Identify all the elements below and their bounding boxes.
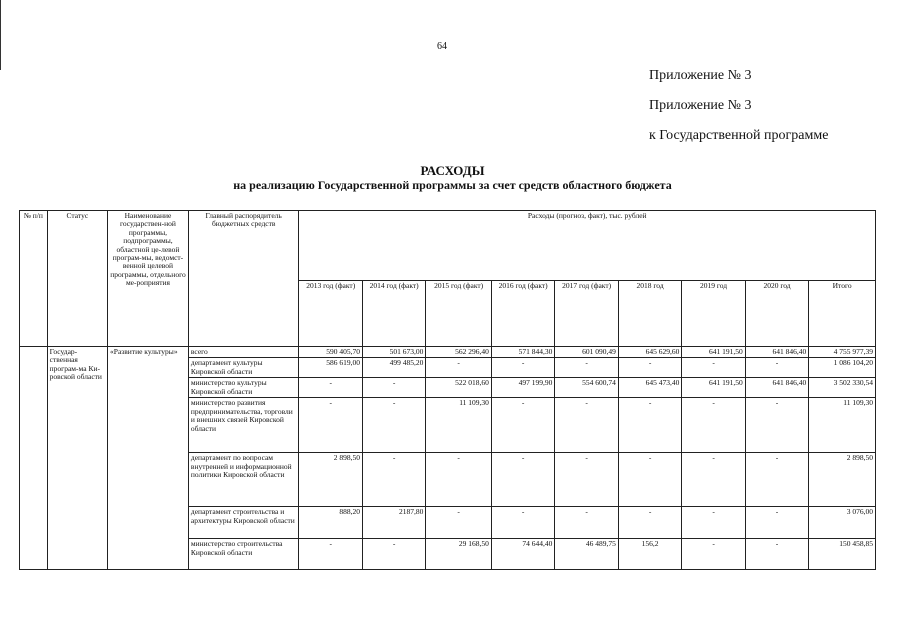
value-cell: 11 109,30 (426, 398, 492, 453)
value-cell: - (362, 378, 425, 398)
value-cell: - (618, 453, 681, 507)
value-cell: - (618, 507, 681, 539)
value-cell: - (362, 453, 425, 507)
value-cell: 497 199,90 (491, 378, 554, 398)
value-cell: - (555, 398, 618, 453)
value-cell: - (426, 507, 492, 539)
value-cell: - (491, 507, 554, 539)
value-cell: 571 844,30 (491, 347, 554, 358)
header-num: № п/п (20, 211, 48, 347)
header-manager: Главный распорядитель бюджетных средств (188, 211, 299, 347)
value-cell: 601 090,49 (555, 347, 618, 358)
value-cell: 641 191,50 (682, 347, 745, 358)
value-cell: 641 846,40 (745, 378, 808, 398)
value-cell: 641 846,40 (745, 347, 808, 358)
value-cell: - (555, 358, 618, 378)
value-cell: - (618, 398, 681, 453)
value-cell: 590 405,70 (299, 347, 362, 358)
total-cell: 150 458,85 (809, 539, 876, 570)
value-cell: - (426, 453, 492, 507)
manager-cell: министерство строительства Кировской области (188, 539, 299, 570)
value-cell: 888,20 (299, 507, 362, 539)
manager-cell: департамент строительства и архитектуры Кировской области (188, 507, 299, 539)
value-cell: 645 629,60 (618, 347, 681, 358)
total-cell: 2 898,50 (809, 453, 876, 507)
header-expenses: Расходы (прогноз, факт), тыс. рублей (299, 211, 876, 281)
value-cell: - (426, 358, 492, 378)
total-cell: 3 076,00 (809, 507, 876, 539)
value-cell: 499 485,20 (362, 358, 425, 378)
header-year: 2016 год (факт) (491, 281, 554, 347)
total-cell: 3 502 330,54 (809, 378, 876, 398)
total-cell: 11 109,30 (809, 398, 876, 453)
scan-edge-line (0, 0, 1, 70)
document-subtitle: на реализацию Государственной программы за счет средств областного бюджета (233, 178, 672, 192)
value-cell: - (618, 358, 681, 378)
header-year: 2020 год (745, 281, 808, 347)
manager-cell: министерство культуры Кировской области (188, 378, 299, 398)
value-cell: 586 619,00 (299, 358, 362, 378)
value-cell: 46 489,75 (555, 539, 618, 570)
value-cell: - (362, 398, 425, 453)
value-cell: - (491, 358, 554, 378)
manager-cell: всего (188, 347, 299, 358)
value-cell: 74 644,40 (491, 539, 554, 570)
page-number: 64 (437, 41, 447, 52)
header-year: 2018 год (618, 281, 681, 347)
value-cell: - (299, 378, 362, 398)
value-cell: 2 898,50 (299, 453, 362, 507)
header-year: 2015 год (факт) (426, 281, 492, 347)
value-cell: - (745, 539, 808, 570)
appendix-line-2: Приложение № 3 (649, 98, 752, 113)
value-cell: - (745, 507, 808, 539)
value-cell: 522 018,60 (426, 378, 492, 398)
value-cell: - (745, 358, 808, 378)
header-status: Статус (47, 211, 107, 347)
value-cell: 645 473,40 (618, 378, 681, 398)
header-name: Наименование государствен-ной программы, подпрограммы, областной це-левой програм-мы, ведомст-венной целевой программы, отдельного ме-роприятия (108, 211, 189, 347)
table-row (20, 347, 876, 358)
document-title: РАСХОДЫ (420, 163, 485, 178)
value-cell: - (745, 398, 808, 453)
manager-cell: департамент по вопросам внутренней и информационной политики Кировской области (188, 453, 299, 507)
total-cell: 4 755 977,39 (809, 347, 876, 358)
manager-cell: министерство развития предпринимательства, торговли и внешних связей Кировской области (188, 398, 299, 453)
value-cell: 501 673,00 (362, 347, 425, 358)
header-total: Итого (809, 281, 876, 347)
total-cell: 1 086 104,20 (809, 358, 876, 378)
value-cell: - (491, 398, 554, 453)
manager-cell: департамент культуры Кировской области (188, 358, 299, 378)
value-cell: 2187,80 (362, 507, 425, 539)
header-year: 2013 год (факт) (299, 281, 362, 347)
header-year: 2019 год (682, 281, 745, 347)
value-cell: - (491, 453, 554, 507)
status-cell: Государ-ственная програм-ма Ки-ровской области (47, 347, 107, 570)
value-cell: - (682, 398, 745, 453)
value-cell: 29 168,50 (426, 539, 492, 570)
value-cell: - (555, 507, 618, 539)
row-num-cell (20, 347, 48, 570)
value-cell: - (362, 539, 425, 570)
table-header-row (20, 211, 876, 281)
value-cell: 641 191,50 (682, 378, 745, 398)
value-cell: 554 600,74 (555, 378, 618, 398)
value-cell: - (745, 453, 808, 507)
value-cell: 562 296,40 (426, 347, 492, 358)
value-cell: - (682, 539, 745, 570)
header-year: 2017 год (факт) (555, 281, 618, 347)
expenses-table (19, 210, 876, 570)
appendix-line-1: Приложение № 3 (649, 68, 752, 83)
value-cell: - (682, 453, 745, 507)
value-cell: 156,2 (618, 539, 681, 570)
header-year: 2014 год (факт) (362, 281, 425, 347)
value-cell: - (299, 539, 362, 570)
value-cell: - (682, 507, 745, 539)
value-cell: - (682, 358, 745, 378)
appendix-line-3: к Государственной программе (649, 128, 829, 143)
value-cell: - (555, 453, 618, 507)
program-cell: «Развитие культуры» (108, 347, 189, 570)
value-cell: - (299, 398, 362, 453)
